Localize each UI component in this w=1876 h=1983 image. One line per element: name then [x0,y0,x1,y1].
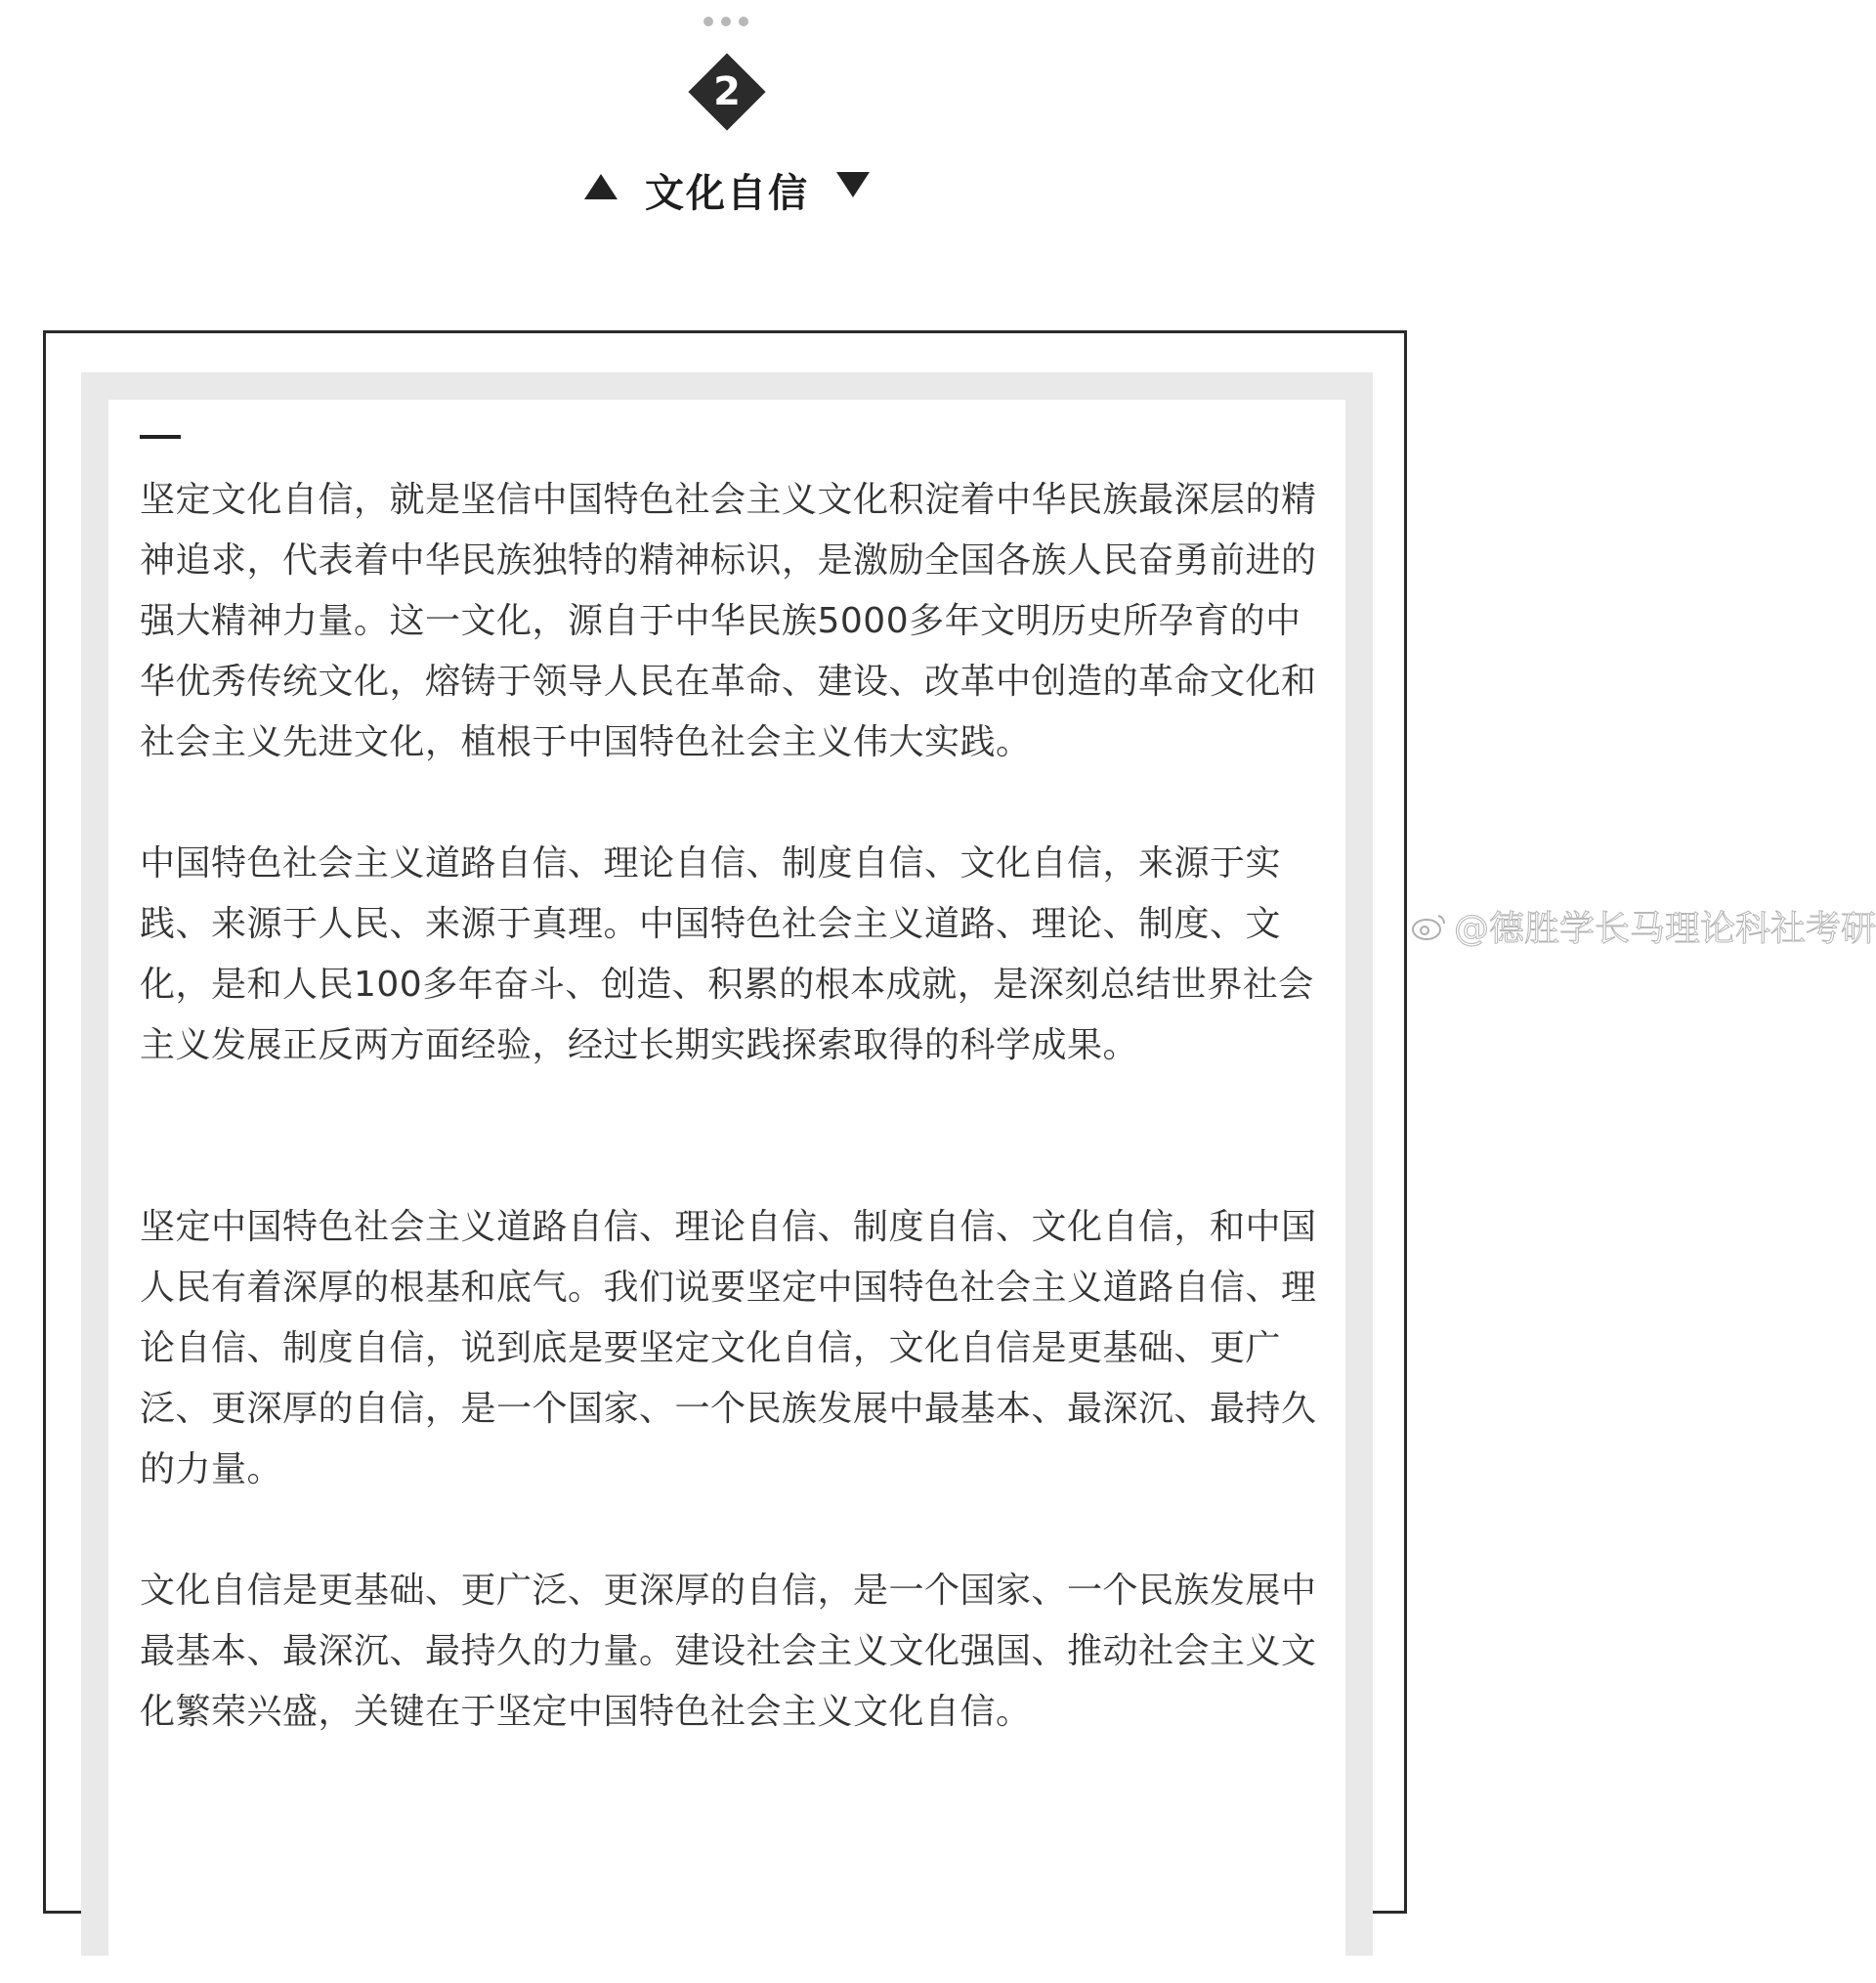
section-title: 文化自信 [645,170,809,216]
triangle-up-icon [584,174,618,199]
triangle-down-icon [836,172,870,197]
dot [704,17,713,26]
dot [721,17,731,26]
more-options-icon[interactable] [704,14,748,29]
content-gray-band [81,372,1373,1956]
paragraph-2: 中国特色社会主义道路自信、理论自信、制度自信、文化自信，来源于实践、来源于人民、来源于真理。中国特色社会主义道路、理论、制度、文化，是和人民100多年奋斗、创造、积累的根本成就，是深刻总结世界社会主义发展正反两方面经验，经过长期实践探索取得的科学成果。 [140,843,1314,1065]
paragraph-1: 坚定文化自信，就是坚信中国特色社会主义文化积淀着中华民族最深层的精神追求，代表着中华民族独特的精神标识，是激励全国各族人民奋勇前进的强大精神力量。这一文化，源自于中华民族5000多年文明历史所孕育的中华优秀传统文化，熔铸于领导人民在革命、建设、改革中创造的革命文化和社会主义先进文化，植根于中国特色社会主义伟大实践。 [140,480,1317,762]
paragraph-4: 文化自信是更基础、更广泛、更深厚的自信，是一个国家、一个民族发展中最基本、最深沉、最持久的力量。建设社会主义文化强国、推动社会主义文化繁荣兴盛，关键在于坚定中国特色社会主义文化自信。 [140,1571,1317,1732]
watermark [1411,901,1876,951]
heading-dash [140,435,181,439]
content-frame [43,330,1407,1914]
paragraph-3: 坚定中国特色社会主义道路自信、理论自信、制度自信、文化自信，和中国人民有着深厚的根基和底气。我们说要坚定中国特色社会主义道路自信、理论自信、制度自信，说到底是要坚定文化自信，文化自信是更基础、更广泛、更深厚的自信，是一个国家、一个民族发展中最基本、最深沉、最持久的力量。 [140,1207,1317,1489]
content-panel [108,400,1345,1983]
section-number: 2 [713,69,741,114]
watermark-text: @德胜学长马理论科社考研 [1454,909,1876,949]
weibo-icon [1411,912,1448,941]
section-number-badge [688,53,766,131]
dot [739,17,748,26]
section-title-row [0,162,1454,217]
